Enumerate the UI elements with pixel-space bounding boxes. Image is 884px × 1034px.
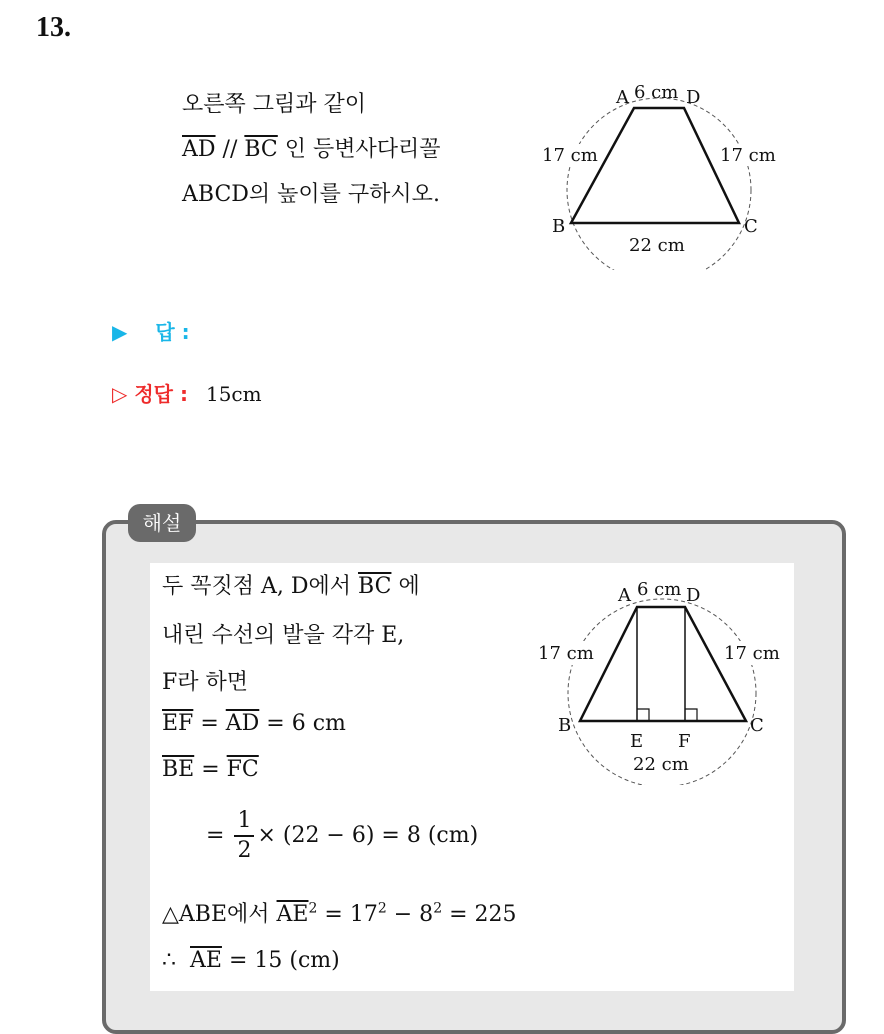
segment-be: $\overline{BE}$ bbox=[162, 757, 195, 782]
vertex-b-label: B bbox=[552, 216, 566, 237]
right-angle-mark-f bbox=[685, 709, 697, 721]
fraction-numerator: 1 bbox=[234, 810, 254, 837]
correct-value: 15cm bbox=[205, 382, 262, 406]
correct-answer-row bbox=[112, 378, 262, 407]
question-line-1: 오른쪽 그림과 같이 bbox=[182, 92, 367, 117]
solution-trapezoid-figure bbox=[534, 575, 790, 785]
solution-line-7-part: = 17 bbox=[317, 902, 378, 927]
solution-line-8-rest: = 15 (cm) bbox=[221, 948, 340, 973]
equals-sign: = bbox=[193, 711, 226, 736]
right-length-label: 17 cm bbox=[720, 145, 776, 166]
solution-line-1 bbox=[162, 569, 420, 600]
solution-tag: 해설 bbox=[128, 504, 196, 542]
segment-ae: $\overline{AE}$ bbox=[276, 902, 309, 927]
bottom-length-label: 22 cm bbox=[629, 235, 685, 256]
fraction-one-half bbox=[234, 810, 254, 862]
trapezoid-figure bbox=[534, 80, 784, 270]
left-length-label: 17 cm bbox=[542, 145, 598, 166]
vertex-a-label: A bbox=[618, 585, 631, 606]
solution-line-1-end: 에 bbox=[398, 574, 420, 599]
solution-line-1-text: 두 꼭짓점 A, D에서 bbox=[162, 574, 352, 599]
vertex-b-label: B bbox=[558, 715, 572, 736]
segment-ae: $\overline{AE}$ bbox=[190, 948, 222, 973]
fraction-denominator: 2 bbox=[237, 838, 252, 863]
left-length-label: 17 cm bbox=[538, 643, 594, 664]
solution-line-6-rest: × (22 − 6) = 8 (cm) bbox=[257, 823, 479, 848]
question-text bbox=[182, 82, 522, 217]
equals-sign: = bbox=[194, 757, 227, 782]
segment-ef: $\overline{EF}$ bbox=[162, 711, 194, 736]
right-length-label: 17 cm bbox=[724, 643, 780, 664]
solution-line-8 bbox=[162, 948, 340, 973]
question-line-2-rest: 인 등변사다리꼴 bbox=[284, 137, 441, 162]
parallel-symbol: // bbox=[222, 137, 238, 162]
segment-ad: $\overline{AD}$ bbox=[225, 711, 260, 736]
solution-line-4 bbox=[162, 711, 346, 736]
solution-line-4-rest: = 6 cm bbox=[259, 711, 346, 736]
segment-fc: $\overline{FC}$ bbox=[226, 757, 259, 782]
equals-sign: = bbox=[206, 823, 232, 848]
segment-ad: $\overline{AD}$ bbox=[182, 137, 216, 162]
therefore-symbol: ∴ bbox=[162, 948, 176, 973]
bottom-length-label: 22 cm bbox=[633, 754, 689, 775]
vertex-c-label: C bbox=[750, 715, 764, 736]
solution-line-3: F라 하면 bbox=[162, 670, 249, 695]
top-length-label: 6 cm bbox=[634, 82, 679, 103]
solution-line-7 bbox=[162, 897, 517, 928]
solution-line-6 bbox=[206, 810, 478, 862]
exponent: 2 bbox=[433, 900, 443, 917]
answer-label: 답 : bbox=[155, 320, 190, 344]
vertex-c-label: C bbox=[744, 216, 758, 237]
segment-bc: $\overline{BC}$ bbox=[358, 574, 392, 599]
vertex-d-label: D bbox=[686, 585, 701, 606]
right-angle-mark-e bbox=[637, 709, 649, 721]
foot-f-label: F bbox=[678, 731, 691, 752]
solution-line-7-text: △ABE에서 bbox=[162, 902, 270, 927]
exponent: 2 bbox=[377, 900, 387, 917]
solution-line-5 bbox=[162, 757, 259, 782]
answer-row bbox=[112, 316, 190, 345]
question-line-3: ABCD의 높이를 구하시오. bbox=[182, 182, 440, 207]
question-line-2 bbox=[182, 127, 522, 172]
question-number: 13. bbox=[36, 12, 71, 43]
answer-marker: ▶ bbox=[112, 320, 128, 344]
trapezoid-shape bbox=[580, 607, 746, 721]
top-length-label: 6 cm bbox=[637, 579, 682, 600]
solution-line-7-part: − 8 bbox=[386, 902, 434, 927]
vertex-a-label: A bbox=[616, 87, 629, 108]
solution-line-2: 내린 수선의 발을 각각 E, bbox=[162, 623, 405, 648]
vertex-d-label: D bbox=[686, 87, 701, 108]
exponent: 2 bbox=[308, 900, 318, 917]
correct-label: 정답 : bbox=[134, 382, 188, 406]
foot-e-label: E bbox=[630, 731, 644, 752]
solution-line-7-end: = 225 bbox=[442, 902, 517, 927]
segment-bc: $\overline{BC}$ bbox=[244, 137, 278, 162]
correct-marker: ▷ bbox=[112, 382, 128, 406]
